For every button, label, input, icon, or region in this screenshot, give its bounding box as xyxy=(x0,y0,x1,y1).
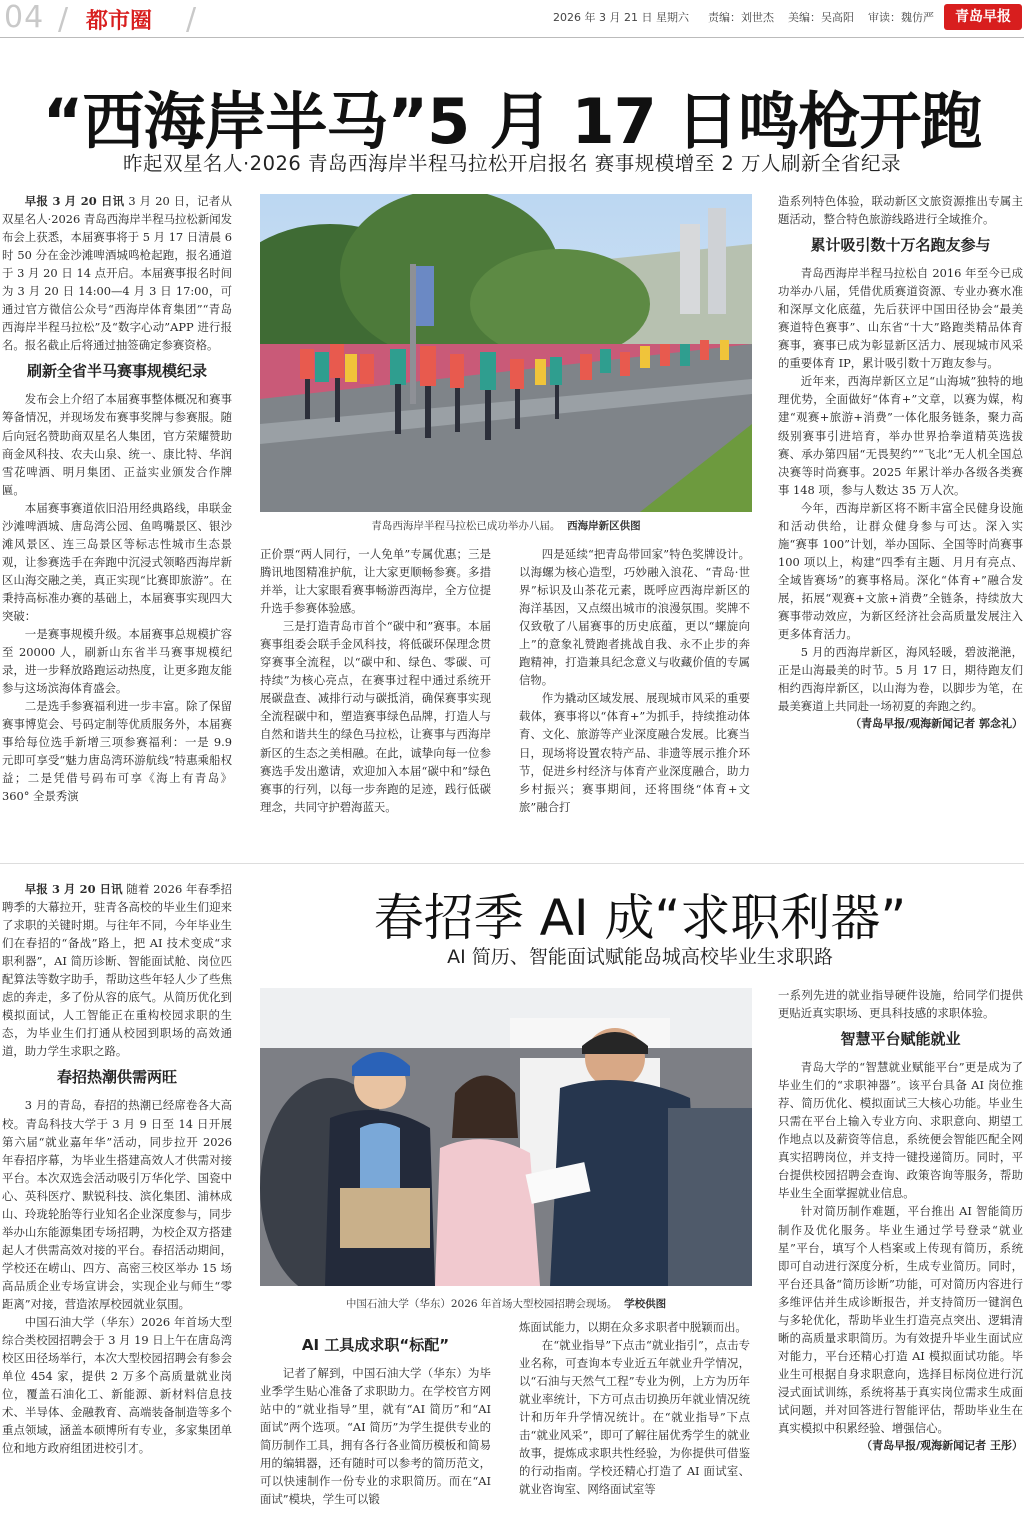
paragraph: 青岛西海岸半程马拉松自 2016 年至今已成功举办八届，凭借优质赛道资源、专业办赛水准和深厚文化底蕴，先后获评中国田径协会“最美赛道特色赛事”、山东省“十大”路跑类精品体育赛事，赛事已成为彰显新区活力、展现城市风采的重要体育 IP，累计吸引数十万跑友参与。 xyxy=(778,266,1023,371)
article1-signature: （青岛早报/观海新闻记者 郭念礼） xyxy=(850,717,1023,731)
dateline: 早报 3 月 20 日讯 xyxy=(24,882,123,896)
article2-column-3 xyxy=(519,1318,750,1530)
job-fair-photo-caption: 中国石油大学（华东）2026 年首场大型校园招聘会现场。 学校供图 xyxy=(345,1298,667,1310)
article1-column-3 xyxy=(519,545,750,830)
article1-subheading-2: 累计吸引数十万名跑友参与 xyxy=(810,236,991,255)
article2-column-2 xyxy=(260,1328,491,1530)
header-rule xyxy=(0,37,1024,38)
article2-column-4 xyxy=(778,986,1023,1530)
paragraph: 本届赛事赛道依旧沿用经典路线，串联金沙滩啤酒城、唐岛湾公园、鱼鸣嘴景区、银沙滩风景区、连三岛景区等标志性城市生态景观，让参赛选手在奔跑中沉浸式领略西海岸新区山海交融之美，真正实现“比赛即旅游”。在秉持高标准办赛的基础上，本届赛事实现四大突破： xyxy=(2,500,232,623)
article1-column-2 xyxy=(260,545,491,830)
paragraph: 三是打造青岛市首个“碳中和”赛事。本届赛事组委会联手金风科技，将低碳环保理念贯穿赛事全流程，以“碳中和、绿色、零碳、可持续”为核心亮点，在赛事过程中通过系统开展碳盘查、减排行动与碳抵消，确保赛事实现全流程碳中和，塑造赛事绿色品牌，打造人与自然和谐共生的绿色马拉松，让赛事与西海岸新区的生态之美相融。在此，诚挚向每一位参赛选手发出邀请，欢迎加入本届“碳中和”绿色赛事的行列，以每一步奔跑的足迹，践行低碳理念，共同守护碧海蓝天。 xyxy=(260,619,491,814)
paragraph: 正价票“两人同行，一人免单”专属优惠；三是腾讯地图精准护航，让大家更顺畅参赛。多措并举，让大家眼看赛事畅游西海岸，全方位提升选手参赛体验感。 xyxy=(260,547,491,616)
article1-subtitle: 昨起双星名人·2026 青岛西海岸半程马拉松开启报名 赛事规模增至 2 万人刷新全省纪录 xyxy=(122,152,902,175)
paragraph: 四是延续“把青岛带回家”特色奖牌设计。以海螺为核心造型，巧妙融入浪花、“青岛·世界”标识及山茶花元素，既呼应西海岸新区的海洋基因，又点缀出城市的浪漫氛围。奖牌不仅致敬了八届赛事的历史底蕴，更以“螺旋向上”的意象礼赞跑者挑战自我、永不止步的奔跑精神，打造兼具纪念意义与收藏价值的专属信物。 xyxy=(519,547,750,688)
proofreader: 审读：魏仿严 xyxy=(868,11,934,24)
article1-title: “西海岸半马”5 月 17 日鸣枪开跑 xyxy=(42,85,982,158)
paragraph: 3 月的青岛，春招的热潮已经席卷各大高校。青岛科技大学于 3 月 9 日至 14 日开展第六届“就业嘉年华”活动，同步拉开 2026 年春招序幕，为毕业生搭建高效人才供需对接平台。本次双选会活动吸引万华化学、国瓷中心、英科医疗、默锐科技、滨化集团、浦林成山、玲珑轮胎等行业知名企业深度参与，同步举办山东能源集团专场招聘，为校企双方搭建起人才供需高效对接的平台。春招活动期间，学校还在崂山、四方、高密三校区举办 15 场高品质企业专场宣讲会，实现企业与师生“零距离”对接，营造浓厚校园就业氛围。 xyxy=(2,1098,232,1311)
paragraph: 青岛大学的“智慧就业赋能平台”更是成为了毕业生们的“求职神器”。该平台具备 AI 岗位推荐、简历优化、模拟面试三大核心功能。毕业生只需在平台上输入专业方向、求职意向、期望工作地点以及薪资等信息，系统便会智能匹配全网真实招聘岗位，并支持一键投递简历。同时，平台提供校园招聘会查询、政策咨询等服务，帮助毕业生全面掌握就业信息。 xyxy=(778,1060,1023,1201)
article2-title: 春招季 AI 成“求职利器” xyxy=(373,889,907,947)
marathon-photo xyxy=(260,194,752,512)
paragraph: 一是赛事规模升级。本届赛事总规模扩容至 20000 人，刷新山东省半马赛事规模纪录，进一步释放路跑运动热度，让更多跑友能参与这场滨海体育盛会。 xyxy=(2,627,232,696)
article-divider xyxy=(0,863,1024,864)
paragraph: 造系列特色体验，联动新区文旅资源推出专属主题活动，整合特色旅游线路进行全域推介。 xyxy=(778,194,1023,227)
editor: 责编：刘世杰 xyxy=(708,11,774,24)
header-slash: / xyxy=(58,2,69,37)
paragraph: 针对简历制作难题，平台推出 AI 智能简历制作及优化服务。毕业生通过学号登录“就业星”平台，填写个人档案或上传现有简历，系统即可自动进行深度分析，生成专业简历。同时，平台还具备“简历诊断”功能，可对简历内容进行多维评估并生成诊断报告，并支持简历一键润色与多轮优化，帮助毕业生打造亮点突出、逻辑清晰的高质量求职简历。为有效提升毕业生面试应对能力，平台还精心打造 AI 模拟面试功能。毕业生可根据自身求职意向，选择目标岗位进行沉浸式面试训练，系统将基于真实岗位需求生成面试问题，并对回答进行智能评估，帮助毕业生在真实模拟中积累经验、增强信心。 xyxy=(778,1204,1023,1436)
paragraph: 发布会上介绍了本届赛事整体概况和赛事筹备情况，并现场发布赛事奖牌与参赛服。随后向冠名赞助商双星名人集团，官方荣耀赞助商金风科技、农夫山泉、统一、康比特、华润雪花啤酒、明月集团、正益实业颁发合作牌匾。 xyxy=(2,392,232,497)
job-fair-photo-image xyxy=(260,988,752,1286)
paragraph: 在“就业指导”下点击“就业指引”，点击专业名称，可查询本专业近五年就业升学情况，以“石油与天然气工程”专业为例，上方为历年就业率统计，下方可点击切换历年就业情况统计和历年升学情况统计。在“就业指导”下点击“就业风采”，即可了解往届优秀学生的就业故事，提炼成求职共性经验，为你提供可借鉴的行动指南。学校还精心打造了 AI 面试室、就业咨询室、网络面试室等 xyxy=(519,1338,750,1497)
page-number: 04 xyxy=(4,0,45,35)
article2-subheading-2: AI 工具成求职“标配” xyxy=(301,1336,450,1354)
photo-credit: 学校供图 xyxy=(624,1298,667,1310)
paragraph: 近年来，西海岸新区立足“山海城”独特的地理优势，全面做好“体育+”文章，以赛为媒，构建“观赛+旅游+消费”一体化服务链条，聚力高级别赛事引进培育，举办世界拾拳道精英选拔赛、承办第四届“无畏契约”“飞北”无人机全国总决赛等时尚赛事。2025 年累计举办各级各类赛事 148 项，参与人数达 35 万人次。 xyxy=(778,374,1023,497)
brand-logo: 青岛早报 xyxy=(944,4,1022,30)
article2-subheading-3: 智慧平台赋能就业 xyxy=(840,1030,961,1049)
paragraph: 5 月的西海岸新区，海风轻暖，碧波滟滟，正是山海最美的时节。5 月 17 日，期待跑友们相约西海岸新区，以山海为卷，以脚步为笔，在最美赛道上共同赴一场初夏的奔跑之约。 xyxy=(778,645,1023,714)
issue-date: 2026 年 3 月 21 日 星期六 xyxy=(553,11,689,24)
article1-column-1: 早报 3 月 20 日讯 3 月 20 日，记者从双星名人·2026 青岛西海岸半程马拉松新闻发布会上获悉，本届赛事将于 5 月 17 日清晨 6 时 50 分在金沙滩啤酒城鸣枪起跑，报名通道于 3 月 20 日 14 点开启。本届赛事报名时间为 3 月 20 日 14:00—4 月 3 日 17:00，可通过官方微信公众号“西海岸体育集团”“青岛西海岸半程马拉松”及“数字心动”APP 进行报名。报名截止后将通过抽签确定参赛资格。 刷新全省半马赛事规模纪录 发布会上介绍了本届赛事整体概况和赛事筹备情况，并现场发布赛事奖牌与参赛服。随后向冠名赞助商双星名人集团，官方荣耀赞助商金风科技、农夫山泉、统一、康比特、华润雪花啤酒、明月集团、正益实业颁发合作牌匾。 本届赛事赛道依旧沿用经典路线，串联金沙滩啤酒城、唐岛湾公园、鱼鸣嘴景区、银沙滩风景区、连三岛景区等标志性城市生态景观，让参赛选手在奔跑中沉浸式领略西海岸新区山海交融之美，真正实现“比赛即旅游”。在秉持高标准办赛的基础上，本届赛事实现四大突破： 一是赛事规模升级。本届赛事总规模扩容至 20000 人，刷新山东省半马赛事规模纪录，进一步释放路跑运动热度，让更多跑友能参与这场滨海体育盛会。 二是选手参赛福利进一步丰富。除了保留赛事博览会、号码定制等优质服务外，本届赛事给每位选手新增三项参赛福利：一是 9.9 元即可享受“魅力唐岛湾环游航线”特惠乘船权益；二是凭借号码布可享《海上有青岛》360° 全景秀演 xyxy=(2,192,232,832)
article2-subheading-1: 春招热潮供需两旺 xyxy=(56,1068,177,1087)
article2-column-1: 早报 3 月 20 日讯 随着 2026 年春季招聘季的大幕拉开，驻青各高校的毕业生们迎来了求职的关键时期。与往年不同，今年毕业生们在春招的“备战”路上，把 AI 技术变成“求职利器”，AI 简历诊断、智能面试舱、岗位匹配算法等数字助手，帮助这些年轻人少了些焦虑的奔走，多了份从容的底气。从简历优化到模拟面试，人工智能正在重构校园求职的生态，为毕业生们打通从校园到职场的高效通道，助力学生求职之路。 春招热潮供需两旺 3 月的青岛，春招的热潮已经席卷各大高校。青岛科技大学于 3 月 9 日至 14 日开展第六届“就业嘉年华”活动，同步拉开 2026 年春招序幕，为毕业生搭建高效人才供需对接平台。本次双选会活动吸引万华化学、国瓷中心、英科医疗、默锐科技、滨化集团、浦林成山、玲珑轮胎等行业知名企业深度参与，同步举办山东能源集团专场招聘，为校企双方搭建起人才供需高效对接的平台。春招活动期间，学校还在崂山、四方、高密三校区举办 15 场高品质企业专场宣讲会，实现企业与师生“零距离”对接，营造浓厚校园就业氛围。 中国石油大学（华东）2026 年首场大型综合类校园招聘会于 3 月 19 日上午在唐岛湾校区田径场举行，本次大型校园招聘会有参会单位 454 家，提供 2 万多个高质量就业岗位，覆盖石油化工、新能源、新材料信息技术、半导体、金融教育、高端装备制造等多个重点领域，涵盖本硕博所有专业，多家集团单位和地方政府组团进校引才。 xyxy=(2,880,232,1530)
article2-signature: （青岛早报/观海新闻记者 王彤） xyxy=(861,1439,1023,1453)
paragraph: 二是选手参赛福利进一步丰富。除了保留赛事博览会、号码定制等优质服务外，本届赛事给每位选手新增三项参赛福利：一是 9.9 元即可享受“魅力唐岛湾环游航线”特惠乘船权益；二是凭借号码布可享《海上有青岛》360° 全景秀演 xyxy=(2,699,232,804)
marathon-photo-image xyxy=(260,194,752,512)
art-editor: 美编：吴高阳 xyxy=(788,11,854,24)
paragraph: 一系列先进的就业指导硬件设施，给同学们提供更贴近真实职场、更具科技感的求职体验。 xyxy=(778,988,1023,1021)
paragraph: 炼面试能力，以期在众多求职者中脱颖而出。 xyxy=(519,1320,747,1334)
paragraph: 作为撬动区域发展、展现城市风采的重要载体，赛事将以“体育+”为抓手，持续推动体育、文化、旅游等产业深度融合发展。比赛当日，现场将设置农特产品、非遗等展示推介环节，促进乡村经济与体育产业深度融合，助力乡村振兴；赛事期间，还将围绕“体育+文旅”融合打 xyxy=(519,691,750,814)
article1-subheading-1: 刷新全省半马赛事规模纪录 xyxy=(26,362,207,381)
marathon-photo-caption: 青岛西海岸半程马拉松已成功举办八届。 西海岸新区供图 xyxy=(371,520,641,532)
article2-subtitle: AI 简历、智能面试赋能岛城高校毕业生求职路 xyxy=(447,946,833,968)
article1-column-4 xyxy=(778,192,1023,832)
header-slash: / xyxy=(186,2,197,37)
photo-credit: 西海岸新区供图 xyxy=(567,520,641,532)
job-fair-photo xyxy=(260,988,752,1286)
dateline: 早报 3 月 20 日讯 xyxy=(24,194,125,208)
paragraph: 中国石油大学（华东）2026 年首场大型综合类校园招聘会于 3 月 19 日上午在唐岛湾校区田径场举行，本次大型校园招聘会有参会单位 454 家，提供 2 万多个高质量就业岗位，覆盖石油化工、新能源、新材料信息技术、半导体、金融教育、高端装备制造等多个重点领域，涵盖本硕博所有专业，多家集团单位和地方政府组团进校引才。 xyxy=(2,1315,232,1456)
section-title: 都市圈 xyxy=(86,9,153,34)
paragraph: 记者了解到，中国石油大学（华东）为毕业季学生贴心准备了求职助力。在学校官方网站中的“就业指导”里，就有“AI 简历”和“AI 面试”两个选项。“AI 简历”为学生提供专业的简历制作工具，拥有各行各业简历模板和简易用的编辑器，还有随时可以参考的简历范文，可以快速制作一份专业的求职简历。而在“AI 面试”模块，学生可以锻 xyxy=(260,1366,491,1507)
paragraph: 今年，西海岸新区将不断丰富全民健身设施和活动供给，让群众健身参与可达。深入实施“赛事 100”计划，举办国际、全国等时尚赛事 100 项以上，构建“四季有主题、月月有亮点、全域皆赛场”的赛事格局。深化“体育+”融合发展，拓展“观赛+文旅+消费”全链条，持续放大赛事带动效应，为新区经济社会高质量发展注入更多体育活力。 xyxy=(778,500,1023,642)
